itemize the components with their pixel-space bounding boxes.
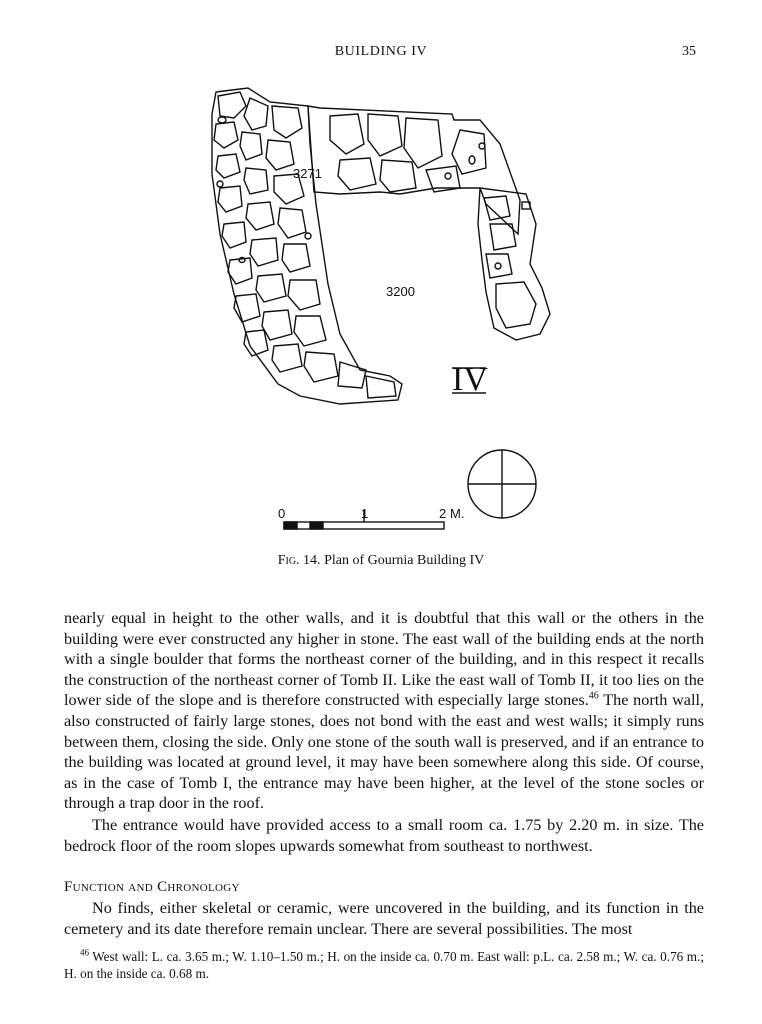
scale-label-1: 1 [361,506,369,521]
north-arrow-compass [468,450,536,518]
figure-caption [0,553,762,569]
label-3200: 3200 [386,284,415,299]
paragraph-1-cont: The north wall, also constructed of fairly large stones, does not bond with the east and west walls; it simply runs between them, closing the side. Only one stone of the south wall is preserved, and if an entrance to the building was located at ground level, it may have been somewhere along this side. Of course, as in the case of Tomb I, the entrance may have been higher, at the level of the stone socles or through a trap door in the roof. [64,691,704,813]
east-wall-stones [484,196,536,328]
paragraph-1 [64,608,704,814]
page-number: 35 [682,44,696,59]
label-3271: 3271 [293,166,322,181]
east-wall-outline [478,188,550,340]
paragraph-3: No finds, either skeletal or ceramic, were uncovered in the building, and its function in the cemetery and its date therefore remain unclear. There are several possibilities. The most [64,899,704,938]
running-title: BUILDING IV [334,44,428,59]
scale-unit: M. [450,506,465,521]
scale-label-0: 0 [278,506,286,521]
caption-prefix: Fig. 14. [277,553,321,568]
plan-drawing [190,84,570,544]
caption-text: Plan of Gournia Building IV [324,553,485,568]
scale-label-2: 2 [439,506,447,521]
north-wall-stones [330,114,486,192]
running-head [0,44,762,64]
footnote-46 [64,948,704,982]
footnote-ref-46[interactable]: 46 [588,690,599,702]
footnote-text: West wall: L. ca. 3.65 m.; W. 1.10–1.50 m.; H. on the inside ca. 0.70 m. East wall: p.L. ca. 2.58 m.; W. ca. 0.76 m.; H. on the inside ca. 0.68 m. [64,949,704,981]
paragraph-2: The entrance would have provided access to a small room ca. 1.75 by 2.20 m. in size. The bedrock floor of the room slopes upwards somewhat from southeast to northwest. [64,816,704,855]
footnote-number: 46 [80,947,89,958]
section-heading: Function and Chronology [64,879,240,895]
label-building-numeral: IV [452,361,488,398]
figure-plan [190,84,570,544]
paragraph-1-text: nearly equal in height to the other walls, and it is doubtful that this wall or the others in the building were ever constructed any higher in stone. The east wall of the building ends at the north with a single boulder that forms the northeast corner of the building, and in this respect it recalls the construction of the northeast corner of Tomb II. Like the east wall of Tomb II, it too lies on the lower side of the slope and is therefore constructed with especially large stones. [64,609,704,710]
west-wall-stones [214,92,396,398]
